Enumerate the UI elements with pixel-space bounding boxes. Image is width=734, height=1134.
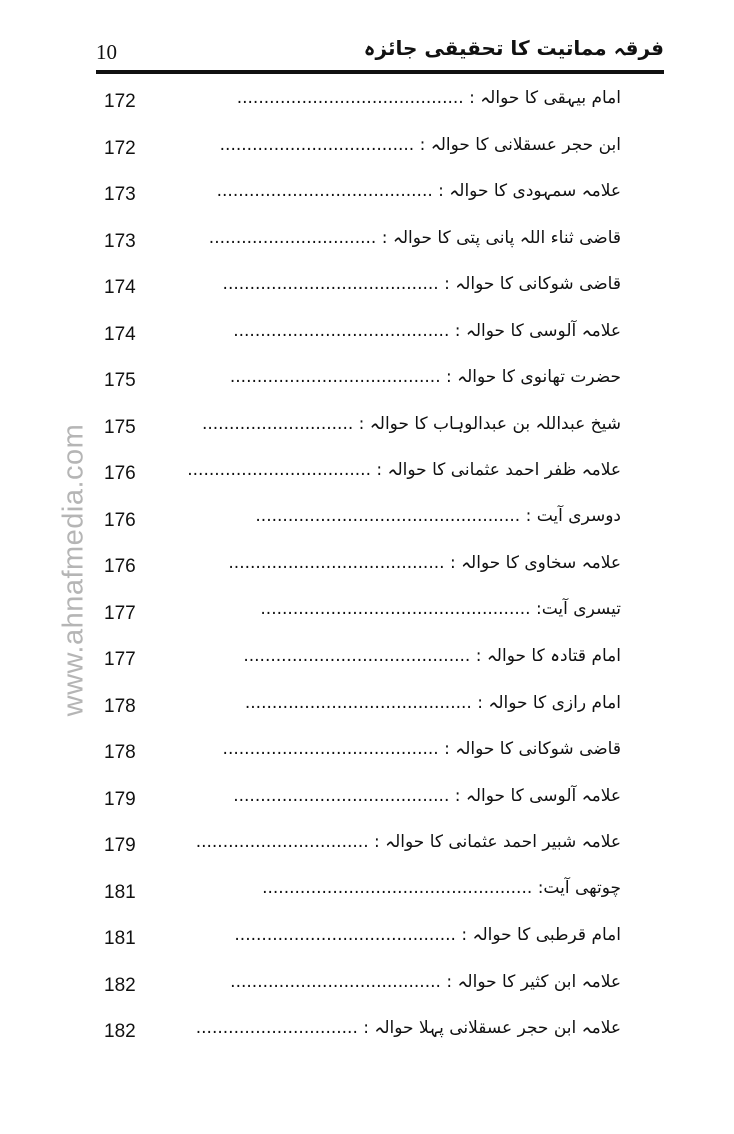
toc-entry-leader: ........................................ [216,181,433,201]
toc-entry-page: 181 [104,928,136,949]
toc-entry-leader: ....................................... [230,971,441,992]
toc-entry-label: چوتھی آیت: [537,877,621,898]
toc-entry-leader: .......................................... [244,692,472,713]
toc-entry [100,405,621,452]
toc-entry-leader: ....................................... [229,367,441,387]
watermark: www.ahnafmedia.com [57,423,90,717]
toc-entry-title [220,134,621,155]
toc-entry [100,823,621,870]
toc-entry-page: 176 [104,556,136,577]
toc-entry-label: تیسری آیت: [536,598,621,619]
toc-entry-leader: ........................................ [233,320,450,341]
toc-entry-leader: .......................................... [243,646,471,666]
toc-entry-page: 179 [104,788,136,810]
toc-entry-title [217,180,621,201]
toc-entry [100,451,621,498]
toc-entry-label: علامہ ابن کثیر کا حوالہ : [446,971,621,992]
toc-entry [100,312,621,359]
toc-entry-leader: .................................................. [260,598,531,619]
toc-entry-page: 182 [104,1021,136,1042]
toc-entry-label: شیخ عبداللہ بن عبدالوہاب کا حوالہ : [358,413,621,434]
toc-entry-leader: ........................................ [222,739,439,759]
toc-entry-label: قاضی ثناء اللہ پانی پتی کا حوالہ : [381,227,621,248]
toc-entry [100,358,621,405]
toc-entry [100,79,621,126]
toc-entry [100,916,621,963]
toc-entry-leader: .......................................... [236,88,464,108]
toc-entry [100,963,621,1010]
toc-entry-title [260,599,621,619]
toc-entry-title [234,924,621,945]
toc-entry-leader: ........................................ [228,553,445,573]
toc-entry-page: 181 [104,881,136,903]
toc-entry-leader: .................................... [219,134,415,155]
toc-entry-label: علامہ ظفر احمد عثمانی کا حوالہ : [376,460,621,480]
toc-entry-title [223,738,621,759]
toc-entry [100,777,621,824]
toc-entry-page: 174 [104,277,136,298]
toc-entry-leader: ......................................... [234,925,456,945]
page-number: 10 [96,40,117,64]
toc-entry-page: 178 [104,695,136,717]
toc-entry-page: 177 [104,602,136,624]
toc-entry-title [187,459,621,480]
toc-entry-leader: ................................................. [255,505,521,526]
toc-entry [100,498,621,545]
toc-entry [100,684,621,731]
toc-entry-title [255,506,621,526]
header-rule [96,70,664,74]
toc-entry-title [196,1017,621,1038]
toc-entry-title [223,273,621,294]
toc-entry [100,219,621,266]
toc-entry [100,265,621,312]
toc-entry-page: 175 [104,370,136,391]
toc-entry-label: قاضی شوکانی کا حوالہ : [444,739,621,759]
toc-entry-leader: ............................... [208,227,377,248]
toc-entry-page: 173 [104,184,136,205]
toc-entry-page: 173 [104,230,136,252]
toc-entry [100,870,621,917]
toc-entry-leader: ................................ [195,832,369,852]
toc-entry-leader: ........................................ [222,274,439,294]
toc-entry-title [209,227,621,248]
toc-entry-title [243,645,621,666]
toc-entry-label: ابن حجر عسقلانی کا حوالہ : [419,134,621,155]
toc-entry-title [230,971,621,992]
toc-entry-label: امام بیہقی کا حوالہ : [469,88,621,108]
toc-entry-page: 179 [104,835,136,856]
toc-entry [100,544,621,591]
toc-entry-title [245,692,621,713]
toc-entry-title [233,320,621,341]
toc-entry-leader: .................................................. [262,877,533,898]
toc-entry-page: 182 [104,974,136,996]
toc-entry-page: 174 [104,323,136,345]
toc-entry [100,1009,621,1056]
toc-entry [100,172,621,219]
toc-entry-title [228,552,621,573]
toc-entry-page: 175 [104,416,136,438]
toc-entry-page: 176 [104,509,136,531]
toc-entry-label: علامہ شبیر احمد عثمانی کا حوالہ : [374,832,621,852]
toc-entry-page: 178 [104,742,136,763]
toc-entry-label: علامہ آلوسی کا حوالہ : [454,320,621,341]
toc-entry [100,126,621,173]
toc-entry-label: علامہ ابن حجر عسقلانی پہلا حوالہ : [363,1018,621,1038]
page-header [96,36,664,70]
toc-entry-page: 172 [104,91,136,112]
toc-entry-label: علامہ سخاوی کا حوالہ : [449,553,621,573]
toc-entry-leader: .................................. [187,460,371,480]
toc-entry-leader: .............................. [195,1018,358,1038]
toc-entry-leader: ........................................ [233,785,450,806]
toc-entry-label: امام قتادہ کا حوالہ : [475,646,621,666]
toc-entry-label: علامہ سمہودی کا حوالہ : [438,181,621,201]
toc-entry-label: امام قرطبی کا حوالہ : [461,925,621,945]
toc-entry-title [230,366,621,387]
toc-entry-page: 176 [104,463,136,484]
toc-entry-title [233,785,621,806]
toc-entry [100,637,621,684]
toc-entry-label: دوسری آیت : [525,505,621,526]
toc-entry-page: 172 [104,137,136,159]
toc-entry-title [237,87,621,108]
toc-entry-label: علامہ آلوسی کا حوالہ : [454,785,621,806]
table-of-contents [100,79,621,1056]
toc-entry [100,730,621,777]
toc-entry-title [262,878,621,898]
toc-entry-leader: ............................ [201,413,354,434]
toc-entry-label: حضرت تھانوی کا حوالہ : [446,367,621,387]
toc-entry-label: امام رازی کا حوالہ : [477,692,621,713]
toc-entry-title [202,413,621,434]
book-title: فرقہ مماتیت کا تحقیقی جائزہ [363,36,664,60]
toc-entry-title [196,831,621,852]
toc-entry-page: 177 [104,649,136,670]
toc-entry-label: قاضی شوکانی کا حوالہ : [444,274,621,294]
toc-entry [100,591,621,638]
